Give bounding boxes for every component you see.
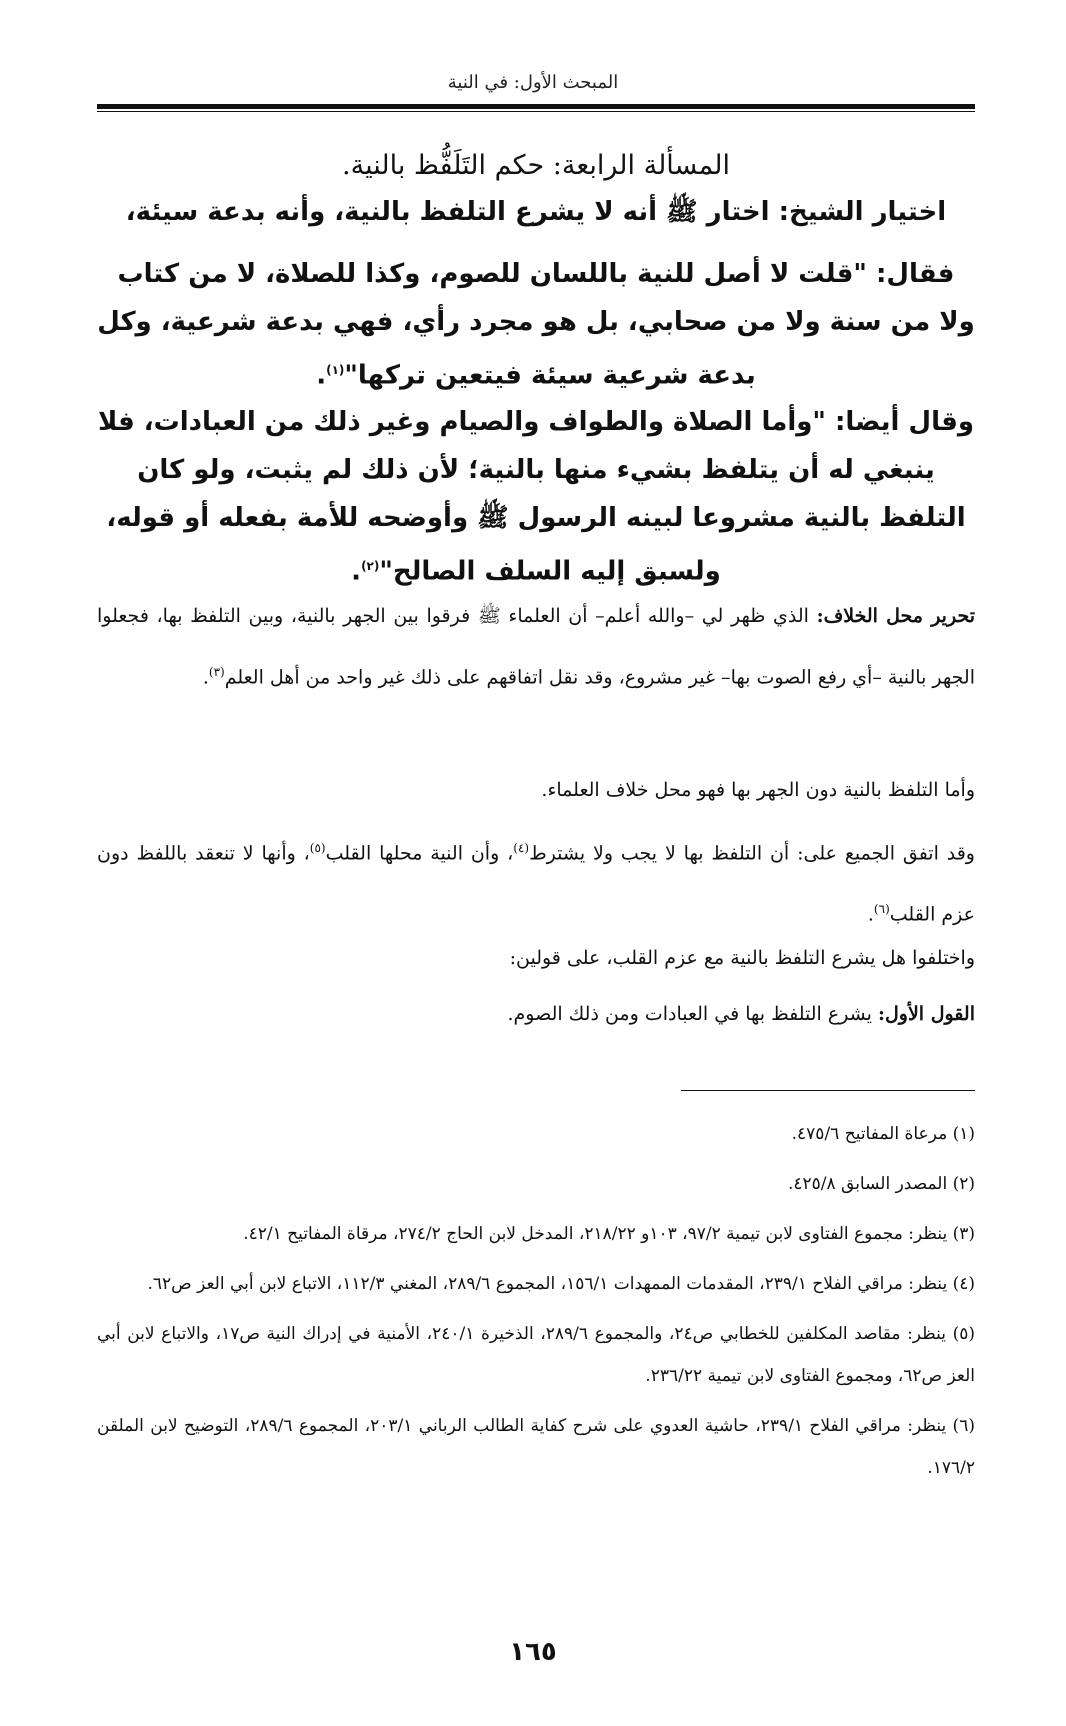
footnote: (١) مرعاة المفاتيح ٤٧٥/٦. (791, 1124, 975, 1144)
paragraph-text: الذي ظهر لي –والله أعلم– أن العلماء ﷺ فرقوا بين الجهر بالنية، وبين التلفظ بها، فجعلوا الجهر بالنية –أي رفع الصوت بها– غير مشروع، وقد نقل اتفاقهم على ذلك غير واحد من أهل العلم (97, 605, 975, 689)
footnote-ref-4: (٤) (513, 841, 530, 855)
footnote-ref-3: (٣) (208, 665, 225, 679)
paragraph-text: يشرع التلفظ بها في العبادات ومن ذلك الصوم. (507, 1003, 878, 1025)
paragraph-text: ، وأن النية محلها القلب (325, 842, 514, 865)
footnote: (٢) المصدر السابق ٤٢٥/٨. (787, 1174, 975, 1194)
paragraph-first-opinion (97, 986, 975, 1042)
footnote: (٦) ينظر: مراقي الفلاح ٢٣٩/١، حاشية العدوي على شرح كفاية الطالب الرباني ٢٠٣/١، المجموع ٢٨٩/٦، التوضيح لابن الملقن ١٧٦/٢. (97, 1416, 975, 1478)
page-number: ١٦٥ (509, 1637, 557, 1667)
header-rule-thick (97, 104, 975, 109)
paragraph-lead: تحرير محل الخلاف: (816, 605, 976, 627)
footnote: (٣) ينظر: مجموع الفتاوى لابن تيمية ٩٧/٢، ١٠٣و ٢١٨/٢٢، المدخل لابن الحاج ٢٧٤/٢، مرقاة المفاتيح ٤٢/١. (243, 1224, 975, 1244)
issue-title: المسألة الرابعة: حكم التَلَفُّظ بالنية. (342, 150, 730, 181)
paragraph-agreement: وقد اتفق الجميع على: أن التلفظ بها لا يجب ولا يشترط$^{(٤)}$، وأن النية محلها القلب$^{(٥)}$، وأنها لا تنعقد باللفظ دون عزم القلب$^{(٦)}$. (97, 841, 975, 926)
sheikh-choice: اختيار الشيخ: اختار ﷺ أنه لا يشرع التلفظ بالنية، وأنه بدعة سيئة، (125, 197, 947, 227)
footnote: (٤) ينظر: مراقي الفلاح ٢٣٩/١، المقدمات الممهدات ١٥٦/١، المجموع ٢٨٩/٦، المغني ١١٢/٣، الاتباع لابن أبي العز ص٦٢. (147, 1274, 975, 1294)
paragraph-lead: القول الأول: (877, 1003, 975, 1025)
footnote-ref-5: (٥) (309, 841, 326, 855)
quote-one-text: فقال: "قلت لا أصل للنية باللسان للصوم، وكذا للصلاة، لا من كتاب ولا من سنة ولا من صحابي، بل هو مجرد رأي، فهي بدعة شرعية، وكل بدعة شرعية سيئة فيتعين تركها" (97, 259, 975, 391)
paragraph-dispute-scope: تحرير محل الخلاف: الذي ظهر لي –والله أعلم– أن العلماء ﷺ فرقوا بين الجهر بالنية، وبين التلفظ بها، فجعلوا الجهر بالنية –أي رفع الصوت بها– غير مشروع، وقد نقل اتفاقهم على ذلك غير واحد من أهل العلم$^{(٣)}$. (97, 605, 976, 689)
header-rule-thin (97, 111, 975, 112)
quote-two: وقال أيضا: "وأما الصلاة والطواف والصيام وغير ذلك من العبادات، فلا ينبغي له أن يتلفظ بشيء منها بالنية؛ لأن ذلك لم يثبت، ولو كان التلفظ بالنية مشروعا لبينه الرسول ﷺ وأوضحه للأمة بفعله أو قوله، ولسبق إليه السلف الصالح"$^{(٢)}$. (97, 407, 975, 587)
footnote: (٥) ينظر: مقاصد المكلفين للخطابي ص٢٤، والمجموع ٢٨٩/٦، الذخيرة ٢٤٠/١، الأمنية في إدراك النية ص١٧، والاتباع لابن أبي العز ص٦٢، ومجموع الفتاوى لابن تيمية ٢٣٦/٢٢. (97, 1324, 975, 1386)
footnotes (97, 1113, 975, 1497)
paragraph-utterance: وأما التلفظ بالنية دون الجهر بها فهو محل خلاف العلماء. (541, 779, 975, 801)
quote-one: فقال: "قلت لا أصل للنية باللسان للصوم، وكذا للصلاة، لا من كتاب ولا من سنة ولا من صحابي، بل هو مجرد رأي، فهي بدعة شرعية، وكل بدعة شرعية سيئة فيتعين تركها"$^{(١)}$. (97, 259, 975, 391)
paragraph-text: ، وأنها لا تنعقد باللفظ دون عزم القلب (97, 842, 975, 926)
footnote-ref-1: (١) (326, 363, 345, 377)
paragraph-disagreement: واختلفوا هل يشرع التلفظ بالنية مع عزم القلب، على قولين: (509, 947, 975, 969)
paragraph-text: وقد اتفق الجميع على: أن التلفظ بها لا يجب ولا يشترط (529, 842, 975, 865)
running-header: المبحث الأول: في النية (447, 72, 619, 93)
quote-two-text: وقال أيضا: "وأما الصلاة والطواف والصيام وغير ذلك من العبادات، فلا ينبغي له أن يتلفظ بشيء منها بالنية؛ لأن ذلك لم يثبت، ولو كان التلفظ بالنية مشروعا لبينه الرسول ﷺ وأوضحه للأمة بفعله أو قوله، ولسبق إليه السلف الصالح" (97, 407, 975, 587)
footnote-ref-2: (٢) (361, 559, 380, 573)
footnote-separator (681, 1090, 975, 1091)
footnote-ref-6: (٦) (873, 902, 890, 917)
